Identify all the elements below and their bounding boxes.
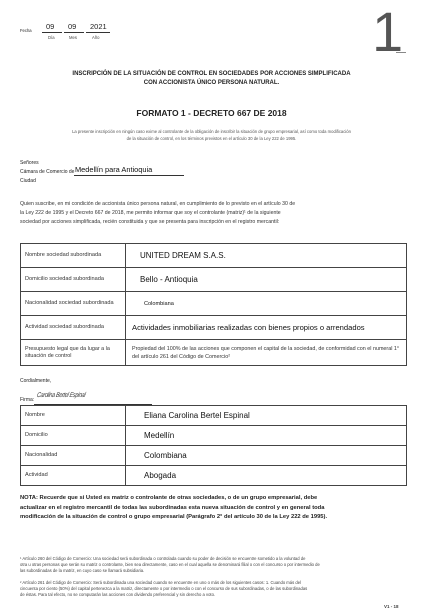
title-line-1: INSCRIPCIÓN DE LA SITUACIÓN DE CONTROL EN SOCIEDADES POR ACCIONES SIMPLIFICADA <box>72 71 351 77</box>
intro-paragraph <box>20 200 404 228</box>
date-day: 09 <box>46 22 55 31</box>
signature-value: Carolina Bertel Espinal <box>36 392 86 399</box>
table-row <box>21 268 407 292</box>
row-value: UNITED DREAM S.A.S. <box>126 244 407 268</box>
row-label: Nacionalidad sociedad subordinada <box>21 292 126 316</box>
body-line-2: la Ley 222 de 1995 y el Decreto 667 de 2018, me permito informar que soy el controlante (matriz)¹ de la siguiente <box>20 210 281 217</box>
day-label: Día <box>48 35 55 40</box>
row-label: Actividad <box>21 466 126 486</box>
footnote-2-line-3: de éstas. Para tal efecto, no se computarán las acciones con dividendo preferencial y sin derecho a voto. <box>20 592 216 598</box>
form-number-tick <box>396 52 406 53</box>
row-value: Propiedad del 100% de las acciones que componen el capital de la sociedad, de conformidad con el numeral 1° del artículo 261 del Código de Comercio² <box>126 340 407 366</box>
form-number: 1 <box>372 0 404 63</box>
row-label: Nacionalidad <box>21 446 126 466</box>
row-label: Nombre sociedad subordinada <box>21 244 126 268</box>
firma-label: Firma: <box>20 397 35 403</box>
table-row <box>21 292 407 316</box>
table-row <box>21 244 407 268</box>
row-value: Eliana Carolina Bertel Espinal <box>126 406 407 426</box>
version-label: V1 - 18 <box>384 604 399 609</box>
nota-line-1: NOTA: Recuerde que si Usted es matriz o controlante de otras sociedades, o de un grupo empresarial, debe <box>20 495 318 501</box>
date-label: Fecha <box>20 28 32 33</box>
footnote-1-line-2: otra u otras personas que serán su matriz o controlante, bien sea directamente, caso en el cual aquella se denominará filial o con el concurso o por intermedio de <box>20 562 320 568</box>
row-value: Medellín <box>126 426 407 446</box>
date-month: 09 <box>68 22 77 31</box>
signer-table <box>20 405 407 486</box>
formato-title: FORMATO 1 - DECRETO 667 DE 2018 <box>136 108 287 118</box>
row-label: Actividad sociedad subordinada <box>21 316 126 340</box>
footnote-1-line-1: ¹ Artículo 260 del Código de Comercio: Una sociedad será subordinada o controlada cuando su poder de decisión se encuentre sometido a la voluntad de <box>20 556 306 561</box>
footnote-1-line-3: las subordinadas de la matriz, en cuyo caso se llamará subsidiaria. <box>20 568 145 574</box>
row-value: Colombiana <box>126 446 407 466</box>
row-value: Colombiana <box>126 292 407 316</box>
month-underline <box>64 32 84 33</box>
nota-line-2: actualizar en el registro mercantil de todas las subordinadas esta nueva situación de control y en general toda <box>20 504 325 511</box>
cordialmente-text: Cordialmente, <box>20 378 52 384</box>
subordinate-table <box>20 243 407 366</box>
table-row <box>21 446 407 466</box>
year-label: Año <box>92 35 100 40</box>
date-year: 2021 <box>90 22 107 31</box>
day-underline <box>42 32 62 33</box>
footnote-2-line-2: cincuenta por ciento (50%) del capital pertenezca a la matriz, directamente o por intermedio o con el concurso de sus subordinadas, o de las subordinadas <box>20 586 308 592</box>
footnote-2-line-1: ² Artículo 261 del Código de Comercio: Será subordinada una sociedad cuando se encuentre en uno o más de los siguientes casos: 1. Cuando más del <box>20 580 301 585</box>
camara-label: Cámara de Comercio de <box>20 169 75 175</box>
row-value: Abogada <box>126 466 407 486</box>
body-line-3: sociedad por acciones simplificada, recién constituida y que se presenta para inscripción en el registro mercantil: <box>20 219 280 226</box>
row-value: Actividades inmobiliarias realizadas con bienes propios o arrendados <box>126 316 407 340</box>
row-value: Bello - Antioquia <box>126 268 407 292</box>
intro-line-2: de la situación de control, en los términos previstos en el artículo 30 de la Ley 222 de 1995. <box>126 136 297 141</box>
row-label: Domicilio sociedad subordinada <box>21 268 126 292</box>
month-label: Mes <box>69 35 77 40</box>
nota-line-3: modificación de la situación de control o grupo empresarial (Parágrafo 2° del artículo 30 de la Ley 222 de 1995). <box>20 514 328 520</box>
row-label: Presupuesto legal que da lugar a la situación de control <box>21 340 126 366</box>
nota-block <box>20 494 405 523</box>
footnote-2 <box>20 580 406 599</box>
row-label: Nombre <box>21 406 126 426</box>
table-row <box>21 406 407 426</box>
footnote-1 <box>20 556 406 575</box>
body-line-1: Quien suscribe, en mi condición de accionista único persona natural, en cumplimiento de lo previsto en el artículo 30 de <box>20 201 296 207</box>
year-underline <box>86 32 110 33</box>
table-row <box>21 426 407 446</box>
camara-underline <box>74 175 184 176</box>
ciudad-label: Ciudad <box>20 178 36 184</box>
senores-label: Señores <box>20 160 39 166</box>
title-line-2: CON ACCIONISTA ÚNICO PERSONA NATURAL. <box>143 80 280 86</box>
row-label: Domicilio <box>21 426 126 446</box>
table-row <box>21 466 407 486</box>
intro-line-1: La presente inscripción en ningún caso exime al controlante de la obligación de inscribir la situación de grupo empresarial, así como toda modificación <box>72 129 351 134</box>
table-row <box>21 316 407 340</box>
camara-value: Medellín para Antioquia <box>75 165 153 174</box>
table-row <box>21 340 407 366</box>
